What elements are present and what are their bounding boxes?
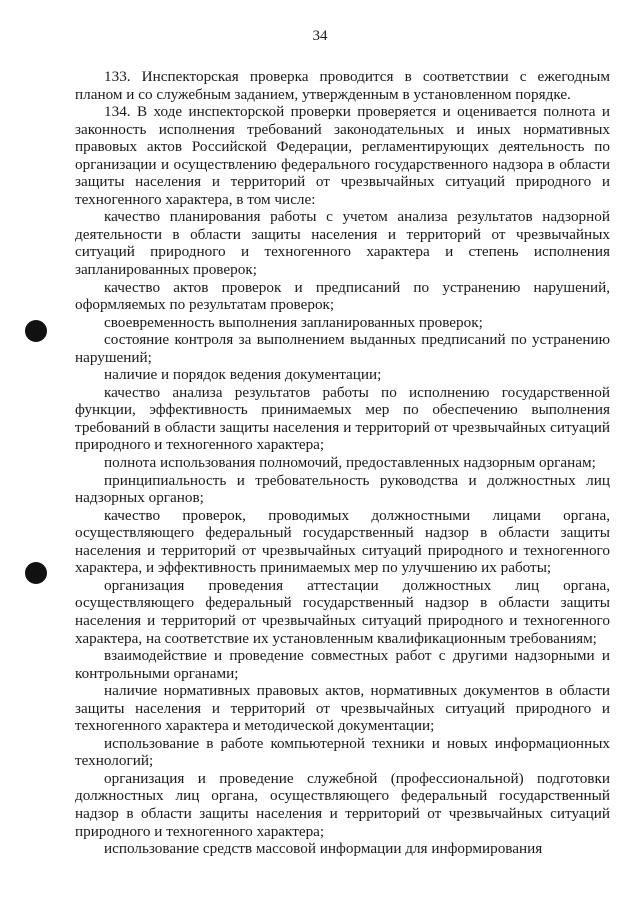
list-item: организация и проведение служебной (профессиональной) подготовки должностных лиц органа, осуществляющего федеральный государственный надзор в области защиты населения и территорий от чрезвычайных ситуаций природного и техногенного характера; <box>75 769 610 840</box>
paragraph-133: 133. Инспекторская проверка проводится в соответствии с ежегодным планом и со служебным заданием, утвержденным в установленном порядке. <box>75 68 610 103</box>
list-item: своевременность выполнения запланированных проверок; <box>104 313 483 331</box>
paragraph-134: 134. В ходе инспекторской проверки проверяется и оценивается полнота и законность исполнения требований законодательных и иных нормативных правовых актов Российской Федерации, регламентирующих деятельность по организации и осуществлению федерального государственного надзора в области защиты населения и территорий от чрезвычайных ситуаций природного и техногенного характера, в том числе: <box>75 103 610 208</box>
list-item: наличие нормативных правовых актов, нормативных документов в области защиты населения и территорий от чрезвычайных ситуаций природного и техногенного характера и методической документации; <box>75 682 610 735</box>
list-item: полнота использования полномочий, предоставленных надзорным органам; <box>104 454 596 472</box>
list-item: использование средств массовой информации для информирования <box>104 840 543 858</box>
punch-hole-upper <box>25 320 47 342</box>
list-item: использование в работе компьютерной техники и новых информационных технологий; <box>75 734 610 770</box>
list-item: качество планирования работы с учетом анализа результатов надзорной деятельности в области защиты населения и территорий от чрезвычайных ситуаций природного и техногенного характера и степень исполнения запланированных проверок; <box>75 208 610 279</box>
list-item: качество проверок, проводимых должностными лицами органа, осуществляющего федеральный государственный надзор в области защиты населения и территорий от чрезвычайных ситуаций природного и техногенного характера, и эффективность принимаемых мер по улучшению их работы; <box>75 506 610 577</box>
list-item: принципиальность и требовательность руководства и должностных лиц надзорных органов; <box>75 471 610 507</box>
list-item: состояние контроля за выполнением выданных предписаний по устранению нарушений; <box>75 331 610 366</box>
punch-hole-lower <box>25 562 47 584</box>
list-item: качество актов проверок и предписаний по устранению нарушений, оформляемых по результатам проверок; <box>75 278 610 314</box>
document-body <box>75 68 610 858</box>
list-item: наличие и порядок ведения документации; <box>104 366 382 384</box>
page-number: 34 <box>312 28 328 44</box>
list-item: взаимодействие и проведение совместных работ с другими надзорными и контрольными органами; <box>75 647 610 682</box>
list-item: качество анализа результатов работы по исполнению государственной функции, эффективность принимаемых мер по обеспечению выполнения требований в области защиты населения и территорий от чрезвычайных ситуаций природного и техногенного характера; <box>75 383 610 454</box>
list-item: организация проведения аттестации должностных лиц органа, осуществляющего федеральный государственный надзор в области защиты населения и территорий от чрезвычайных ситуаций природного и техногенного характера, на соответствие их установленным квалификационным требованиям; <box>75 576 610 647</box>
